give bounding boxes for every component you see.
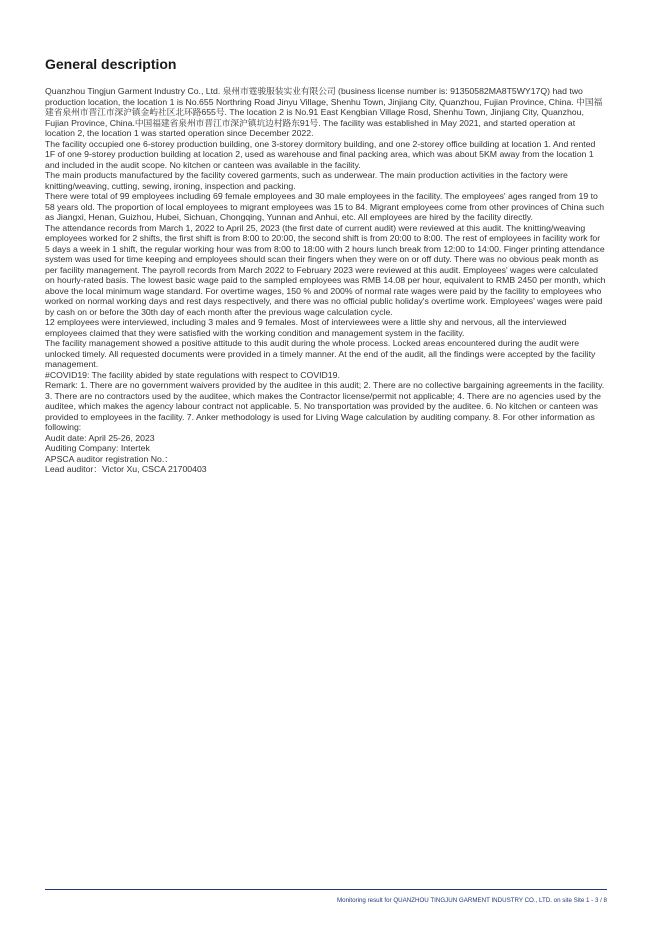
audit-date: Audit date: April 25-26, 2023	[45, 432, 155, 443]
auditing-company: Auditing Company: Intertek	[45, 443, 150, 453]
paragraph-covid19: #COVID19: The facility abided by state regulations with respect to COVID19.	[45, 369, 340, 380]
paragraph-company-locations: Quanzhou Tingjun Garment Industry Co., Ltd. 泉州市霆骏服装实业有限公司 (business license number is: 91350582MA8T5WY17Q) had two production location, the location 1 is No.655 Northring Road Jinyu Village, Shenhu Town, Jinjiang City, Quanzhou, Fujian Province, China. 中国福建省泉州市晋江市深沪镇金屿社区北环路655号. The location 2 is No.91 East Kengbian Village Rosd, Shenhu Town, Jinjiang City, Quanzhou, Fujian Province, China.中国福建省泉州市晋江市深沪镇坑边村路东91号. The facility was established in May 2021, and started operation at location 2, the location 1 was started operation since December 2022.	[45, 86, 603, 138]
paragraph-working-hours-wages: The attendance records from March 1, 2022 to April 25, 2023 (the first date of current audit) were reviewed at this audit. The knitting/weaving employees worked for 2 shifts, the first shift is from 8:00 to 20:00, the second shift is from 20:00 to 8:00. The rest of employees in facility work for 5 days a week in 1 shift, the regular working hour was from 8:00 to 18:00 with 2 hours lunch break from 12:00 to 14:00. Finger printing attendance system was used for time keeping and employees should scan their fingers when they were on or off duty. There was no obvious peak month as per facility management. The payroll records from March 2022 to February 2023 were reviewed at this audit. Employees' wages were calculated on hourly-rated basis. The lowest basic wage paid to the sampled employees was RMB 14.08 per hour, equivalent to RMB 2450 per month, which above the local minimum wage standard. For overtime wages, 150 % and 200% of normal rate wages were paid by the facility to employees who worked on normal working days and rest days respectively, and there was no official public holiday's overtime work. Employees' wages were paid by cash on or before the 30th day of each month after the previous wage calculation cycle.	[45, 222, 606, 317]
paragraph-main-products: The main products manufactured by the facility covered garments, such as underwear. The main production activities in the factory were knitting/weaving, cutting, sewing, ironing, inspection and packing.	[45, 170, 568, 191]
page-content	[45, 56, 607, 475]
paragraph-facility-buildings: The facility occupied one 6-storey production building, one 3-storey dormitory building, and one 2-storey office building at location 1. And rented 1F of one 9-storey production building at location 2, used as warehouse and final packing area, which was about 5KM away from the location 1 and included in the audit scope. No kitchen or canteen was available in the facility.	[45, 138, 596, 170]
paragraph-management-attitude: The facility management showed a positive attitude to this audit during the whole process. Locked areas encountered during the audit were unlocked timely. All requested documents were provided in a timely manner. At the end of the audit, all the findings were accepted by the facility management.	[45, 338, 596, 369]
section-heading: General description	[45, 56, 177, 72]
paragraph-employees: There were total of 99 employees including 69 female employees and 30 male employees in the facility. The employees' ages ranged from 19 to 58 years old. The proportion of local employees to migrant employees was 15 to 84. Migrant employees come from other provinces of China such as Jiangxi, Henan, Guizhou, Hubei, Sichuan, Chongqing, Yunnan and Anhui, etc. All employees are hired by the facility directly.	[45, 191, 605, 222]
description-body	[45, 86, 607, 475]
apsca-registration: APSCA auditor registration No.：	[45, 453, 173, 464]
footer-text: Monitoring result for QUANZHOU TINGJUN GARMENT INDUSTRY CO., LTD. on site Site 1 - 3 / 8	[336, 897, 607, 904]
footer-divider	[45, 889, 607, 890]
paragraph-remark: Remark: 1. There are no government waivers provided by the auditee in this audit; 2. There are no collective bargaining agreements in the facility. 3. There are no contractors used by the auditee, which makes the Contractor license/permit not applicable; 4. There are no agencies used by the auditee, which makes the agency labour contract not applicable. 5. No transportation was provided by the auditee. 6. No kitchen or canteen was provided to employees in the facility. 7. Anker methodology is used for Living Wage calculation by auditing company. 8. For other information as following:	[45, 380, 605, 432]
paragraph-interviews: 12 employees were interviewed, including 3 males and 9 females. Most of interviewees were a little shy and nervous, all the interviewed employees claimed that they were satisfied with the working condition and management system in the facility.	[45, 317, 567, 338]
lead-auditor: Lead auditor：Victor Xu, CSCA 21700403	[45, 464, 207, 474]
